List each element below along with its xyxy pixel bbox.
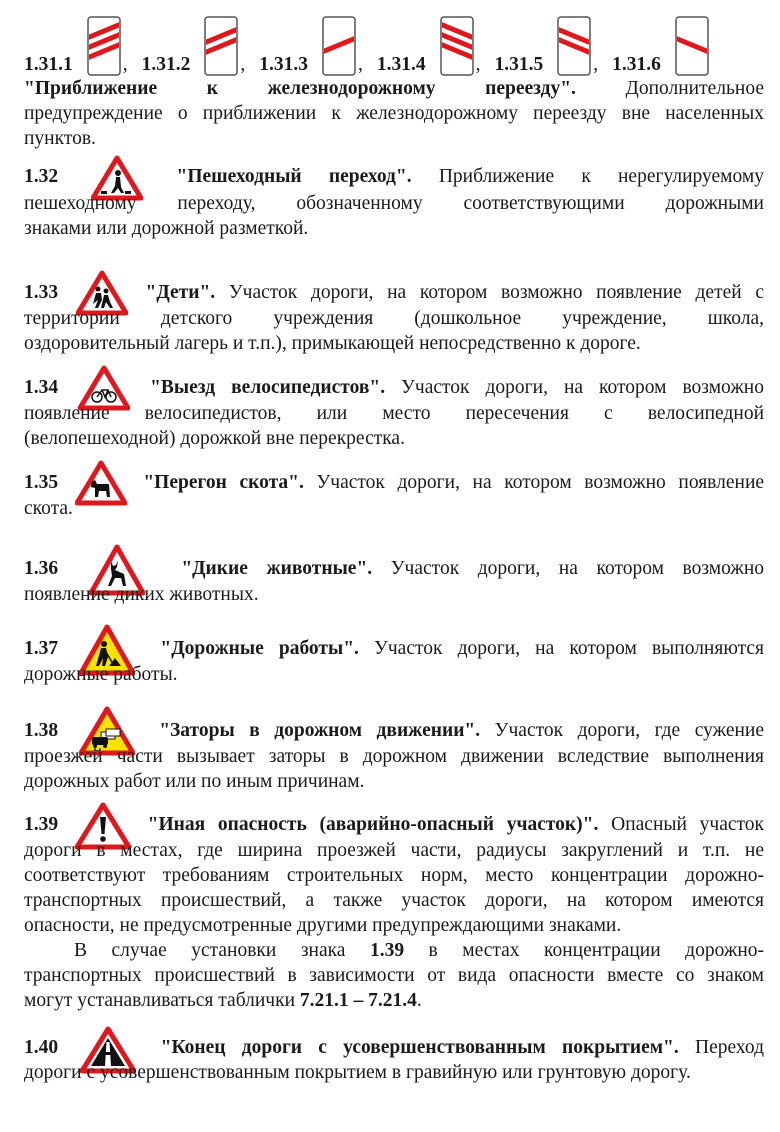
description-text: дорожных работ или по иным причинам.: [24, 771, 365, 792]
sign-code: 1.31.1: [24, 54, 73, 75]
description-text: Участок дороги, на котором выполняются: [374, 638, 765, 659]
description-text: соответствуют требованиям строительных норм, место концентрации дорожно-: [24, 865, 764, 886]
railway-crossing-3-stripe-right-icon: [440, 16, 474, 76]
sign-code: 1.35: [24, 472, 59, 493]
sign-title: "Пешеходный переход".: [176, 166, 412, 187]
description-text: дороги в местах, где ширина проезжей части, радиусы закруглений и т.п. не: [24, 840, 764, 861]
sign-code: 1.33: [24, 282, 59, 303]
description-text: Приближение к нерегулируемому: [438, 166, 764, 187]
sign-code: 1.32: [24, 166, 59, 187]
description-text: Участок дороги, на котором возможно: [390, 558, 765, 579]
sign-title: "Дети".: [145, 282, 216, 303]
sign-code: 1.39: [24, 814, 59, 835]
sign-title: "Выезд велосипедистов".: [150, 377, 386, 398]
description-text: Участок дороги, на котором возможно: [401, 377, 764, 398]
railway-crossing-1-stripe-left-icon: [322, 16, 356, 76]
description-text: Участок дороги, на котором возможно появление детей с: [228, 282, 765, 303]
description-text: пешеходному переходу, обозначенному соответствующими дорожными: [24, 193, 764, 214]
sign-code: 1.36: [24, 558, 59, 579]
plate-codes: 7.21.1 – 7.21.4: [299, 990, 417, 1011]
sign-code: 1.31.3: [259, 54, 308, 75]
sign-code: 1.34: [24, 377, 59, 398]
description-text: территории детского учреждения (дошкольное учреждение, школа,: [24, 308, 764, 329]
sign-code: 1.31.2: [141, 54, 191, 75]
description-text: появление велосипедистов, или место пересечения с велосипедной: [24, 403, 764, 424]
sign-code: 1.37: [24, 638, 59, 659]
sign-title: "Конец дороги с усовершенствованным покрытием".: [160, 1037, 679, 1058]
description-text: предупреждение о приближении к железнодорожному переезду вне населенных: [24, 103, 764, 124]
cattle-icon: [75, 460, 127, 506]
sign-code: 1.31.4: [376, 54, 426, 75]
description-text: Участок дороги, на котором возможно появление: [316, 472, 765, 493]
section-1-36: [24, 542, 764, 607]
description-text: (велопешеходной) дорожкой вне перекрестка.: [24, 428, 405, 449]
note-text: .: [416, 990, 422, 1011]
note-text: могут устанавливаться таблички: [24, 990, 296, 1011]
note-sign-code: 1.39: [369, 940, 405, 961]
railway-crossing-2-stripe-right-icon: [557, 16, 591, 76]
description-text: оздоровительный лагерь и т.п.), примыкающей непосредственно к дороге.: [24, 333, 641, 354]
note-paragraph-end: [24, 988, 764, 1013]
note-text: В случае установки знака: [74, 940, 346, 961]
description-text: появление диких животных.: [24, 584, 259, 605]
description-text: Участок дороги, где сужение: [494, 720, 765, 741]
note-paragraph: [24, 938, 764, 963]
description-text: дороги с усовершенствованным покрытием в гравийную или грунтовую дорогу.: [24, 1062, 691, 1083]
description-text: дорожные работы.: [24, 664, 178, 685]
note-text: транспортных происшествий в зависимости от вида опасности вместе со знаком: [24, 965, 764, 986]
sign-title: "Дикие животные".: [181, 558, 373, 579]
sign-title: "Перегон скота".: [143, 472, 304, 493]
description-text: Дополнительное: [625, 78, 764, 99]
railway-crossing-3-stripe-left-icon: [87, 16, 121, 76]
description-text: опасности, не предусмотренные другими предупреждающими знаками.: [24, 915, 622, 936]
description-text: Переход: [695, 1037, 765, 1058]
sign-code: 1.31.6: [612, 54, 661, 75]
sign-code: 1.40: [24, 1037, 59, 1058]
sign-title: "Приближение к железнодорожному переезду".: [24, 78, 576, 99]
sign-code: 1.38: [24, 720, 59, 741]
sign-title: "Заторы в дорожном движении".: [159, 720, 481, 741]
note-text: в местах концентрации дорожно-: [428, 940, 765, 961]
railway-crossing-2-stripe-left-icon: [204, 16, 238, 76]
sign-title: "Дорожные работы".: [160, 638, 359, 659]
section-1-38: [24, 706, 764, 794]
section-1-37: [24, 622, 764, 687]
section-1-34: [24, 365, 764, 451]
section-1-35: [24, 460, 764, 521]
description-text: знаками или дорожной разметкой.: [24, 218, 309, 239]
description-text: скота.: [24, 498, 73, 519]
description-text: транспортных происшествий, а также участок дороги, на котором имеются: [24, 890, 764, 911]
section-1-40: [24, 1022, 764, 1085]
description-text: проезжей части вызывает заторы в дорожном движении вследствие выполнения: [24, 746, 764, 767]
section-1-33: [24, 270, 764, 356]
section-1-31: 1.31.1 , 1.31.2 , 1.31.3 , 1.31.4 , 1.31.5 , 1.31.6 "Приближение к железнодорожному переезду". Дополнительное предупреждение о приближении к железнодорожному переезду вне населенных пунктов.: [24, 14, 764, 151]
sign-title: "Иная опасность (аварийно-опасный участок)".: [147, 814, 599, 835]
section-1-39: [24, 800, 764, 1013]
description-text: Опасный участок: [611, 814, 765, 835]
description-text: пунктов.: [24, 128, 96, 149]
sign-code: 1.31.5: [494, 54, 544, 75]
railway-crossing-1-stripe-right-icon: [675, 16, 709, 76]
section-1-32: [24, 153, 764, 241]
